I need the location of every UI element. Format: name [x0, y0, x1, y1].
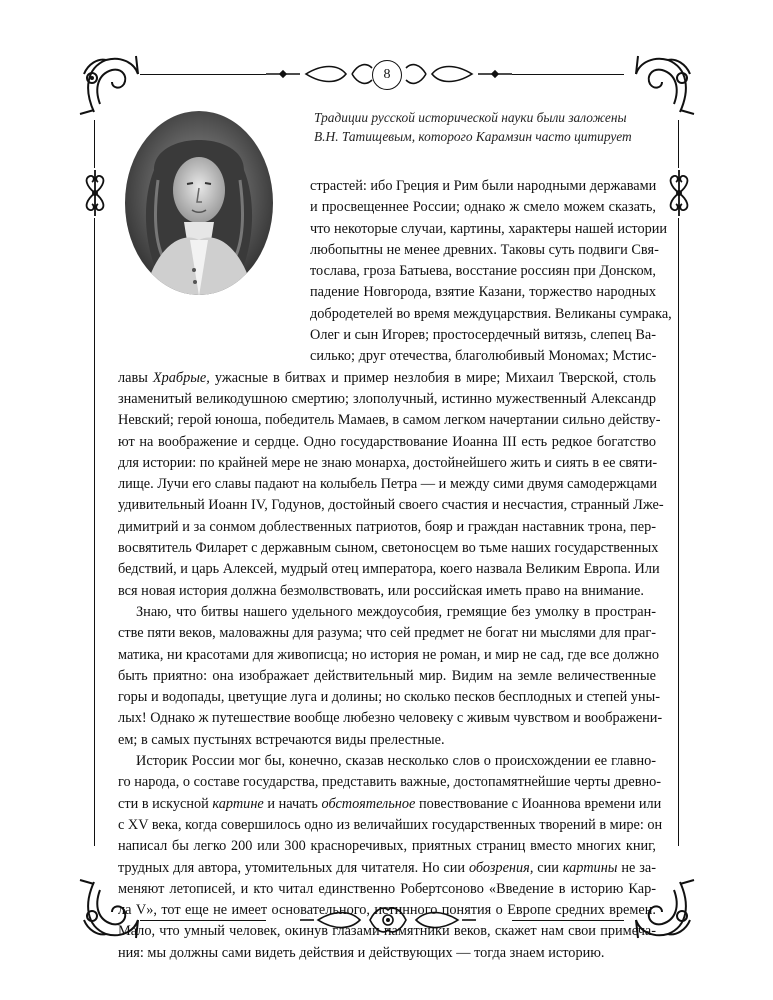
text-line: силько; друг отечества, благолюбивый Мономах; Мстис-	[310, 348, 657, 365]
text-line	[118, 368, 656, 389]
text-run: трудных для автора, утомительных для читателя. Но сии	[118, 859, 469, 876]
text-run: не за-	[617, 859, 656, 876]
text-run: лавы	[118, 369, 153, 386]
text-line: меняют летописей, и кто читал единственно Робертсоново «Введение в историю Кар-	[118, 880, 656, 897]
top-rule-left	[140, 74, 266, 75]
text-run: ужасные в битвах и пример незлобия в мире; Михаил Тверской, столь	[209, 369, 656, 386]
text-line	[118, 858, 656, 879]
side-ornament-left	[80, 168, 110, 218]
text-run: и начать	[263, 795, 322, 812]
text-line: стве пяти веков, маловажны для разума; что сей предмет не богат ни мыслями для праг-	[118, 625, 656, 642]
text-line: горы и водопады, цветущие луга и долины; но сколько песков бесплодных и степей уны-	[118, 689, 660, 706]
emphasis-text: обозрения,	[468, 859, 534, 876]
text-line: добродетелей во время междуцарствия. Великаны сумрака,	[310, 305, 672, 322]
text-line: Мало, что умный человек, окинув глазами памятники веков, скажет нам свои примеча-	[118, 923, 656, 940]
text-line: лых! Однако ж путешествие вообще любезно человеку с живым чувством и воображени-	[118, 710, 663, 727]
text-line: что некоторые случаи, картины, характеры нашей истории	[310, 220, 668, 237]
right-rule-top	[678, 120, 679, 168]
text-line: с XV века, когда совершилось одно из величайших государственных творений в мире: он	[118, 816, 663, 833]
text-line: знаменитый великодушною смертию; злополучный, истинно мужественный Александр	[118, 390, 656, 407]
text-line: димитрий и за сонмом доблественных патриотов, бояр и граждан наставник трона, пер-	[118, 518, 656, 535]
text-line: падение Новгорода, взятие Казани, торжество народных	[310, 284, 656, 301]
emphasis-text: картине	[212, 795, 264, 812]
text-line: вся новая история должна безмолвствовать, или российская иметь право на внимание.	[118, 582, 644, 599]
body-text	[118, 176, 672, 964]
text-line: ла V», тот еще не имеет основательного, истинного понятия о Европе средних времен.	[118, 902, 656, 919]
emphasis-text: Храбрые,	[152, 369, 210, 386]
text-line: ем; в самых пустынях встречаются виды прелестные.	[118, 731, 445, 748]
text-line: удивительный Иоанн IV, Годунов, достойный своего счастия и несчастия, странный Лже-	[118, 497, 664, 514]
text-line: и просвещеннее России; однако ж смело можем сказать,	[310, 199, 656, 216]
side-ornament-right	[664, 168, 694, 218]
page-number: 8	[372, 60, 402, 90]
text-line	[118, 794, 662, 815]
text-run: повествование с Иоаннова времени или	[415, 795, 662, 812]
emphasis-text: обстоятельное	[321, 795, 416, 812]
text-line: написал бы легко 200 или 300 красноречивых, приятных страниц вместо многих книг,	[118, 838, 656, 855]
text-line: Историк России мог бы, конечно, сказав несколько слов о происхождении ее главно-	[136, 753, 656, 770]
left-rule-bottom	[94, 218, 95, 846]
text-run: сти в искусной	[118, 795, 213, 812]
caption-line-1: Традиции русской исторической науки были заложены	[314, 110, 627, 125]
text-line: быть приятно: она изображает действительный мир. Видим на земле величественные	[118, 667, 656, 684]
right-rule-bottom	[678, 218, 679, 846]
corner-ornament-top-left	[76, 50, 140, 118]
text-line: Олег и сын Игорев; простосердечный витязь, слепец Ва-	[310, 327, 656, 344]
text-line: ют на воображение и сердце. Одно государствование Иоанна III есть редкое богатство	[118, 433, 656, 450]
text-line: тослава, гроза Батыева, восстание россиян при Донском,	[310, 263, 656, 280]
text-run: сии	[533, 859, 563, 876]
text-line: для истории: по крайней мере не знаю монарха, достойнейшего жить и сиять в ее святи-	[118, 454, 658, 471]
text-line: любопытны не менее древних. Таковы суть подвиги Свя-	[310, 241, 659, 258]
text-line: страстей: ибо Греция и Рим были народными державами	[310, 178, 657, 194]
text-line: лище. Лучи его славы падают на колыбель Петра — и между сими двумя самодержцами	[118, 476, 658, 493]
caption-line-2: В.Н. Татищевым, которого Карамзин часто цитирует	[314, 129, 632, 144]
text-line: Знаю, что битвы нашего удельного междоусобия, гремящие без умолку в простран-	[136, 603, 656, 620]
left-rule-top	[94, 120, 95, 168]
text-line: матика, ни красотами для живописца; но история не роман, и мир не сад, где все должно	[118, 646, 660, 663]
text-line: бедствий, и царь Алексей, мудрый отец императора, коего назвала Великим Европа. Или	[118, 561, 660, 578]
image-caption	[314, 108, 644, 146]
text-line: восвятитель Филарет с державным сыном, светоносцем во тьме наших государственных	[118, 540, 659, 557]
emphasis-text: картины	[562, 859, 618, 876]
text-line: Невский; герой юноша, победитель Мамаев, в самом легком начертании сильно действу-	[118, 412, 661, 429]
top-rule-right	[512, 74, 624, 75]
text-line: го народа, о составе государства, представить важные, достопамятнейшие черты древно-	[118, 774, 662, 791]
text-line: ния: мы должны сами видеть действия и действующих — тогда знаем историю.	[118, 944, 605, 961]
